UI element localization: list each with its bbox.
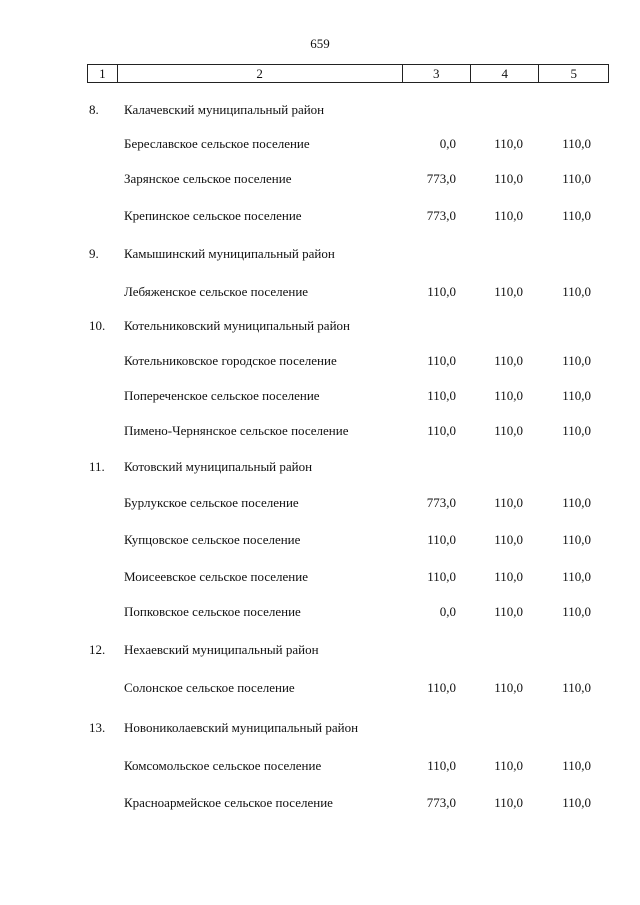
table-row	[0, 757, 640, 775]
row-name: Зарянское сельское поселение	[124, 171, 292, 186]
row-number: 13.	[89, 720, 106, 735]
row-value-3: 773,0	[426, 208, 456, 223]
column-header-2: 2	[117, 65, 402, 83]
row-value-3: 110,0	[427, 680, 456, 695]
row-value-4: 110,0	[494, 353, 523, 368]
row-value-5: 110,0	[562, 569, 591, 584]
table-row	[0, 387, 640, 405]
row-value-5: 110,0	[562, 208, 591, 223]
table-row	[0, 283, 640, 301]
table-row	[0, 458, 640, 476]
row-value-5: 110,0	[562, 353, 591, 368]
table-row	[0, 719, 640, 737]
table-row	[0, 170, 640, 188]
row-value-4: 110,0	[494, 569, 523, 584]
row-name: Новониколаевский муниципальный район	[124, 720, 359, 735]
row-name: Камышинский муниципальный район	[124, 246, 335, 261]
row-name: Моисеевское сельское поселение	[124, 569, 308, 584]
row-value-5: 110,0	[562, 758, 591, 773]
row-value-4: 110,0	[494, 795, 523, 810]
row-name: Нехаевский муниципальный район	[124, 642, 319, 657]
row-value-5: 110,0	[562, 680, 591, 695]
table-row	[0, 568, 640, 586]
column-header-1: 1	[88, 65, 118, 83]
row-value-3: 773,0	[426, 171, 456, 186]
row-number: 9.	[89, 246, 99, 261]
row-number: 10.	[89, 318, 106, 333]
table-row	[0, 531, 640, 549]
row-name: Комсомольское сельское поселение	[124, 758, 322, 773]
table-row	[0, 207, 640, 225]
row-value-4: 110,0	[494, 284, 523, 299]
row-value-4: 110,0	[494, 388, 523, 403]
row-value-3: 110,0	[427, 353, 456, 368]
row-value-3: 773,0	[426, 495, 456, 510]
table-row	[0, 101, 640, 119]
row-name: Котельниковское городское поселение	[124, 353, 337, 368]
page-number: 659	[310, 36, 330, 51]
column-header-4: 4	[471, 65, 539, 83]
table-row	[0, 603, 640, 621]
row-value-4: 110,0	[494, 495, 523, 510]
row-value-3: 110,0	[427, 423, 456, 438]
row-number: 8.	[89, 102, 99, 117]
row-name: Крепинское сельское поселение	[124, 208, 302, 223]
row-value-3: 110,0	[427, 569, 456, 584]
row-number: 11.	[89, 459, 105, 474]
row-value-4: 110,0	[494, 423, 523, 438]
row-name: Лебяженское сельское поселение	[124, 284, 309, 299]
column-header-3: 3	[402, 65, 470, 83]
row-value-5: 110,0	[562, 388, 591, 403]
row-name: Пимено-Чернянское сельское поселение	[124, 423, 349, 438]
row-value-5: 110,0	[562, 136, 591, 151]
table-row	[0, 679, 640, 697]
row-value-5: 110,0	[562, 423, 591, 438]
row-name: Попковское сельское поселение	[124, 604, 301, 619]
row-value-4: 110,0	[494, 604, 523, 619]
row-value-3: 110,0	[427, 758, 456, 773]
row-name: Бурлукское сельское поселение	[124, 495, 299, 510]
row-value-5: 110,0	[562, 284, 591, 299]
row-name: Котельниковский муниципальный район	[124, 318, 350, 333]
row-value-4: 110,0	[494, 171, 523, 186]
row-name: Котовский муниципальный район	[124, 459, 313, 474]
table-row	[0, 494, 640, 512]
row-name: Попереченское сельское поселение	[124, 388, 320, 403]
row-value-4: 110,0	[494, 136, 523, 151]
row-value-3: 773,0	[426, 795, 456, 810]
row-name: Солонское сельское поселение	[124, 680, 295, 695]
row-name: Купцовское сельское поселение	[124, 532, 301, 547]
row-name: Береславское сельское поселение	[124, 136, 310, 151]
row-value-3: 0,0	[439, 604, 456, 619]
row-value-4: 110,0	[494, 532, 523, 547]
table-row	[0, 794, 640, 812]
row-value-5: 110,0	[562, 532, 591, 547]
table-row	[0, 352, 640, 370]
row-value-5: 110,0	[562, 604, 591, 619]
table-row	[0, 317, 640, 335]
row-value-5: 110,0	[562, 171, 591, 186]
row-value-5: 110,0	[562, 495, 591, 510]
row-number: 12.	[89, 642, 106, 657]
table-row	[0, 422, 640, 440]
row-value-4: 110,0	[494, 680, 523, 695]
row-value-5: 110,0	[562, 795, 591, 810]
row-name: Калачевский муниципальный район	[124, 102, 325, 117]
row-value-3: 110,0	[427, 532, 456, 547]
row-value-3: 0,0	[439, 136, 456, 151]
row-value-4: 110,0	[494, 758, 523, 773]
row-value-3: 110,0	[427, 388, 456, 403]
row-value-4: 110,0	[494, 208, 523, 223]
table-row	[0, 245, 640, 263]
row-value-3: 110,0	[427, 284, 456, 299]
table-row	[0, 641, 640, 659]
table-row	[0, 135, 640, 153]
column-header-5: 5	[539, 65, 609, 83]
row-name: Красноармейское сельское поселение	[124, 795, 333, 810]
